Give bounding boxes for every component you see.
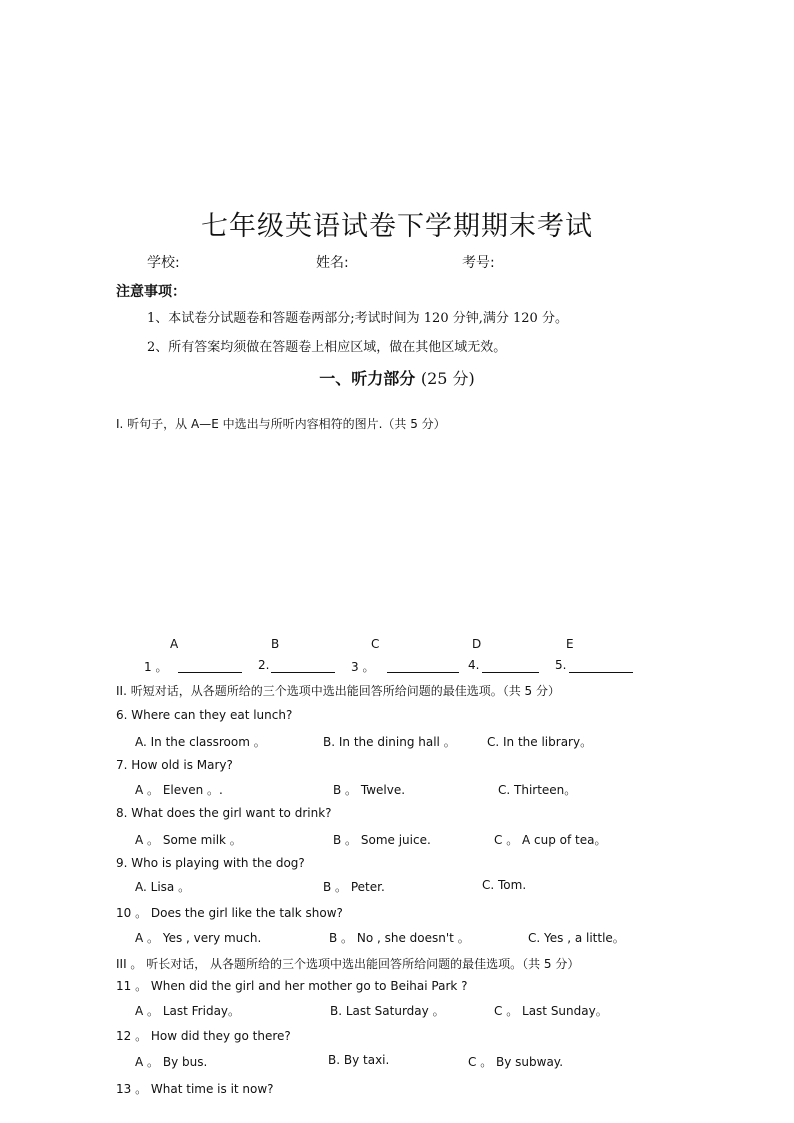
question-7: 7. How old is Mary? [116, 758, 233, 772]
option-a[interactable]: A 。 Last Friday。 [135, 1004, 241, 1018]
option-c[interactable]: C. Thirteen。 [498, 783, 577, 797]
name-label: 姓名: [316, 255, 349, 271]
answer-number: 2. [258, 658, 270, 672]
option-b[interactable]: B. By taxi. [328, 1053, 390, 1067]
option-b[interactable]: B 。 No , she doesn't 。 [329, 931, 470, 945]
answer-slot-5 [555, 658, 566, 672]
option-a[interactable]: A 。 By bus. [135, 1055, 208, 1069]
option-a[interactable]: A 。 Yes , very much. [135, 931, 262, 945]
answer-number: 4. [468, 658, 480, 672]
option-c[interactable]: C. In the library。 [487, 735, 593, 749]
picture-label: B [271, 637, 280, 651]
picture-label: D [472, 637, 482, 651]
option-c[interactable]: C. Yes , a little。 [528, 931, 625, 945]
answer-number: 1 。 [144, 660, 168, 674]
picture-label: A [170, 637, 179, 651]
exam-number-label: 考号: [462, 255, 495, 271]
question-12: 12 。 How did they go there? [116, 1029, 291, 1043]
answer-slot-3 [351, 658, 374, 675]
option-a[interactable]: A 。 Eleven 。. [135, 783, 223, 797]
answer-number: 5. [555, 658, 567, 672]
option-c[interactable]: C 。 A cup of tea。 [494, 833, 607, 847]
answer-blank-5[interactable] [569, 658, 633, 677]
answer-blank-3[interactable] [387, 658, 459, 677]
option-b[interactable]: B 。 Some juice. [333, 833, 431, 847]
question-8: 8. What does the girl want to drink? [116, 806, 332, 820]
option-c[interactable]: C 。 Last Sunday。 [494, 1004, 608, 1018]
notes-heading: 注意事项： [116, 284, 186, 300]
note-item: 2、所有答案均须做在答题卷上相应区域，做在其他区域无效。 [147, 340, 507, 355]
answer-blank-1[interactable] [178, 658, 242, 677]
answer-slot-4 [468, 658, 479, 672]
option-b[interactable]: B 。 Twelve. [333, 783, 406, 797]
answer-slot-2 [258, 658, 269, 672]
option-b[interactable]: B 。 Peter. [323, 880, 385, 894]
question-11: 11 。 When did the girl and her mother go to Beihai Park ? [116, 979, 468, 993]
option-a[interactable]: A. Lisa 。 [135, 880, 191, 894]
part3-instruction: III 。 听长对话， 从各题所给的三个选项中选出能回答所给问题的最佳选项。（共 5 分） [116, 957, 580, 971]
option-b[interactable]: B. Last Saturday 。 [330, 1004, 445, 1018]
note-item: 1、本试卷分试题卷和答题卷两部分;考试时间为 120 分钟,满分 120 分。 [147, 311, 568, 326]
option-b[interactable]: B. In the dining hall 。 [323, 735, 456, 749]
picture-label: E [566, 637, 574, 651]
page-title: 七年级英语试卷下学期期末考试 [201, 211, 593, 242]
section-title: 一、听力部分 [319, 369, 416, 388]
question-9: 9. Who is playing with the dog? [116, 856, 305, 870]
question-6: 6. Where can they eat lunch? [116, 708, 293, 722]
answer-slot-1 [144, 658, 167, 675]
question-13: 13 。 What time is it now? [116, 1082, 274, 1096]
school-label: 学校: [147, 255, 180, 271]
answer-blank-4[interactable] [482, 658, 539, 677]
section-points: (25 分) [420, 369, 475, 388]
picture-label: C [371, 637, 380, 651]
answer-blank-2[interactable] [271, 658, 335, 677]
section-heading [0, 366, 794, 389]
option-a[interactable]: A 。 Some milk 。 [135, 833, 242, 847]
part1-instruction: I. 听句子，从 A—E 中选出与所听内容相符的图片.（共 5 分） [116, 417, 446, 431]
answer-number: 3 。 [351, 660, 375, 674]
part2-instruction: II. 听短对话，从各题所给的三个选项中选出能回答所给问题的最佳选项。（共 5 分） [116, 684, 560, 698]
option-c[interactable]: C 。 By subway. [468, 1055, 564, 1069]
option-c[interactable]: C. Tom. [482, 878, 527, 892]
option-a[interactable]: A. In the classroom 。 [135, 735, 266, 749]
question-10: 10 。 Does the girl like the talk show? [116, 906, 343, 920]
